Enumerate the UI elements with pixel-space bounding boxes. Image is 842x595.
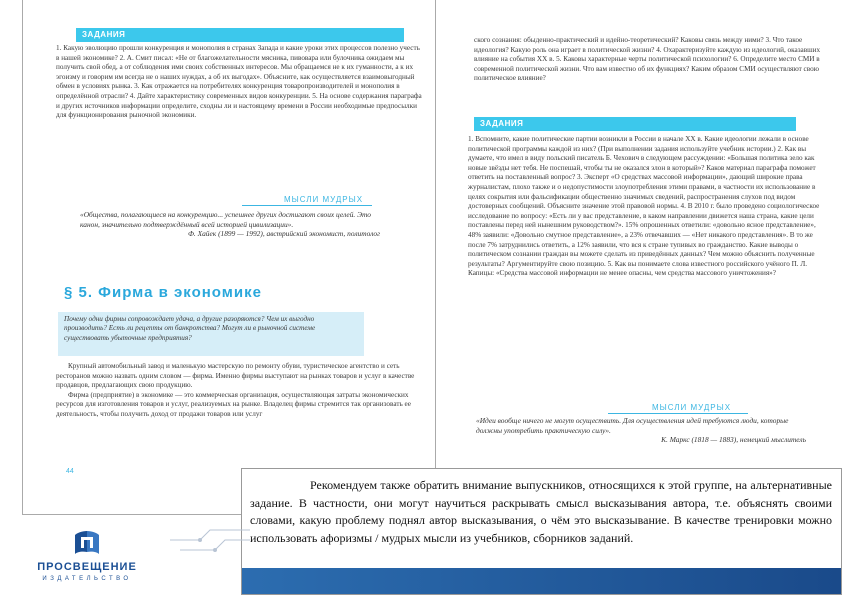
body-paragraph-1: Крупный автомобильный завод и маленькую мастерскую по ремонту обуви, туристическое агентство и сеть ресторанов можно назвать одним словом — фирма. Именно фирмы выступают на рынках товаров и услуг в качестве продавцов, предлагающих свою продукцию. [56,362,415,390]
quote-author-right: К. Маркс (1818 — 1883), немецкий мыслитель [661,435,806,445]
wise-thoughts-label-left: МЫСЛИ МУДРЫХ [284,195,364,204]
publisher-subtitle: ИЗДАТЕЛЬСТВО [42,576,132,582]
page-number-left: 44 [66,468,74,475]
overlay-note-box [241,468,842,595]
tasks-header-left: ЗАДАНИЯ [76,28,404,42]
overlay-note-text: Рекомендуем также обратить внимание выпускников, относящихся к этой группе, на альтернативные задание. В частности, они могут научиться раскрывать смысл высказывания автора, т.е. объяснять своими словами, какую проблему поднял автор высказывания, о чём это высказывание. В качестве тренировки можно использовать афоризмы / мудрых мысли из учебников, сборников заданий. [250,478,832,545]
wise-thoughts-label-right: МЫСЛИ МУДРЫХ [652,403,732,412]
circuit-decoration-icon [170,520,250,560]
tasks-header-right: ЗАДАНИЯ [474,117,796,131]
tasks-text-right: 1. Вспомните, какие политические партии возникли в России в начале XX в. Какие идеологии лежали в основе политической программы каждой из них? (При выполнении задания используйте учебник истории.) 2. Как вы думаете, что имел в виду польский писатель Б. Чехович в следующем рассуждении: «Большая политика зело как новые звёзды нет тебя. Не поспешай, чтобы ты не оказался элон в который»? Каков материал параграфа поможет ответить на поставленный вопрос? 3. Эксперт «О средствах массовой информации», дающий широкие права журналистам, плохо также и о недопустимости злоупотребления этими правами, в частности их использование в целях сокрытия или фальсификации общественно значимых сведений, распространения слухов под видом достоверных сообщений. Объясните значение этой правовой нормы. 4. В 2010 г. было проведено социологическое исследование по вопросу: «Есть ли у вас представление, в каком направлении движется наша страна, какие цели поставлены перед ней нынешним руководством?». 15% опрошенных ответили: «довольно ясное представление», 48% заявили: «Довольно смутное представление», а 23% отвечавших — «Нет никакого представления». В то же после 7% затруднились ответить, а 12% заявили, что вся к стране тупивых во гражданство. Какие выводы о политическом сознании граждан вы можете сделать из приведённых данных? Чем можно объяснить полученные результаты? Аргументируйте свою позицию. 5. Как вы понимаете слова известного российского учёного П. Л. Капицы: «Средства массовой информации не менее опасны, чем средства массового уничтожения»? [468,135,820,278]
paragraph-title: § 5. Фирма в экономике [64,284,262,301]
tasks-text-left: 1. Какую эволюцию прошли конкуренция и монополия в странах Запада и какие уроки этих процессов полезно учесть в нашей экономике? 2. А. Смит писал: «Не от благожелательности мясника, пивовара или булочника ожидаем мы получить свой обед, а от соблюдения ими своих собственных интересов. Мы обращаемся не к их гуманности, а к их эгоизму и говорим им всегда не о наших нуждах, а об их выгодах». Объясните, как осуществляется взаимовыгодный обмен в условиях рынка. 3. Как отражается на потребителях конкуренция товаропроизводителей и монополия в определённой отрасли? 4. Дайте характеристику современных видов конкуренции. 5. На основе содержания параграфа и других источников информации определите, сходны ли и настоящему времени в России необходимые предпосылки для функционирования рыночной экономики. [56,44,422,120]
overlay-bottom-band [242,568,841,594]
intro-box: Почему одни фирмы сопровождает удача, а другие разоряются? Чем их выгодно производить? Есть ли рецепты от банкротства? Могут ли в рыночной системе существовать убыточные предприятия? [58,312,364,356]
body-paragraph-2: Фирма (предприятие) в экономике — это коммерческая организация, осуществляющая затраты экономических ресурсов для изготовления товаров и услуг, реализуемых на рынке. Владелец фирмы стремится так организовать ее деятельность, чтобы получить доход от продажи товаров или услуг [56,390,411,418]
wise-thoughts-line-left [242,205,372,206]
publisher-logo [12,528,162,588]
quote-text-left: «Общества, полагающиеся на конкуренцию... успешнее других достигают своих целей. Это канон, значительно подтверждённый всей историей цивилизации». [80,210,371,229]
quote-right [476,416,806,445]
frame-line-left [22,0,23,514]
frame-line-mid [435,0,436,470]
top-text-right: ского сознания: обыденно-практический и идейно-теоретический? Каковы связь между ними? 3. Что такое идеология? Какую роль она играет в политической жизни? 4. Охарактеризуйте каждую из идеологий, оказавших влияние на события XX в. 5. Каковы характерные черты политической психологии? 6. Определите место СМИ в современной политической жизни. Что вам известно об их функциях? Каким образом СМИ осуществляют свою политическое влияние? [474,36,821,83]
book-emblem-icon [72,528,102,558]
quote-author-left: Ф. Хайек (1899 — 1992), австрийский экономист, политолог [187,229,380,239]
quote-left [80,210,380,239]
publisher-name: ПРОСВЕЩЕНИЕ [37,561,137,573]
wise-thoughts-line-right [608,413,748,414]
right-page [438,0,842,470]
body-text-left [56,362,416,460]
frame-line-bottom [22,514,242,515]
quote-text-right: «Идеи вообще ничего не могут осуществить. Для осуществления идей требуются люди, которые должны употребить практическую силу». [476,416,789,435]
left-page [26,0,432,512]
